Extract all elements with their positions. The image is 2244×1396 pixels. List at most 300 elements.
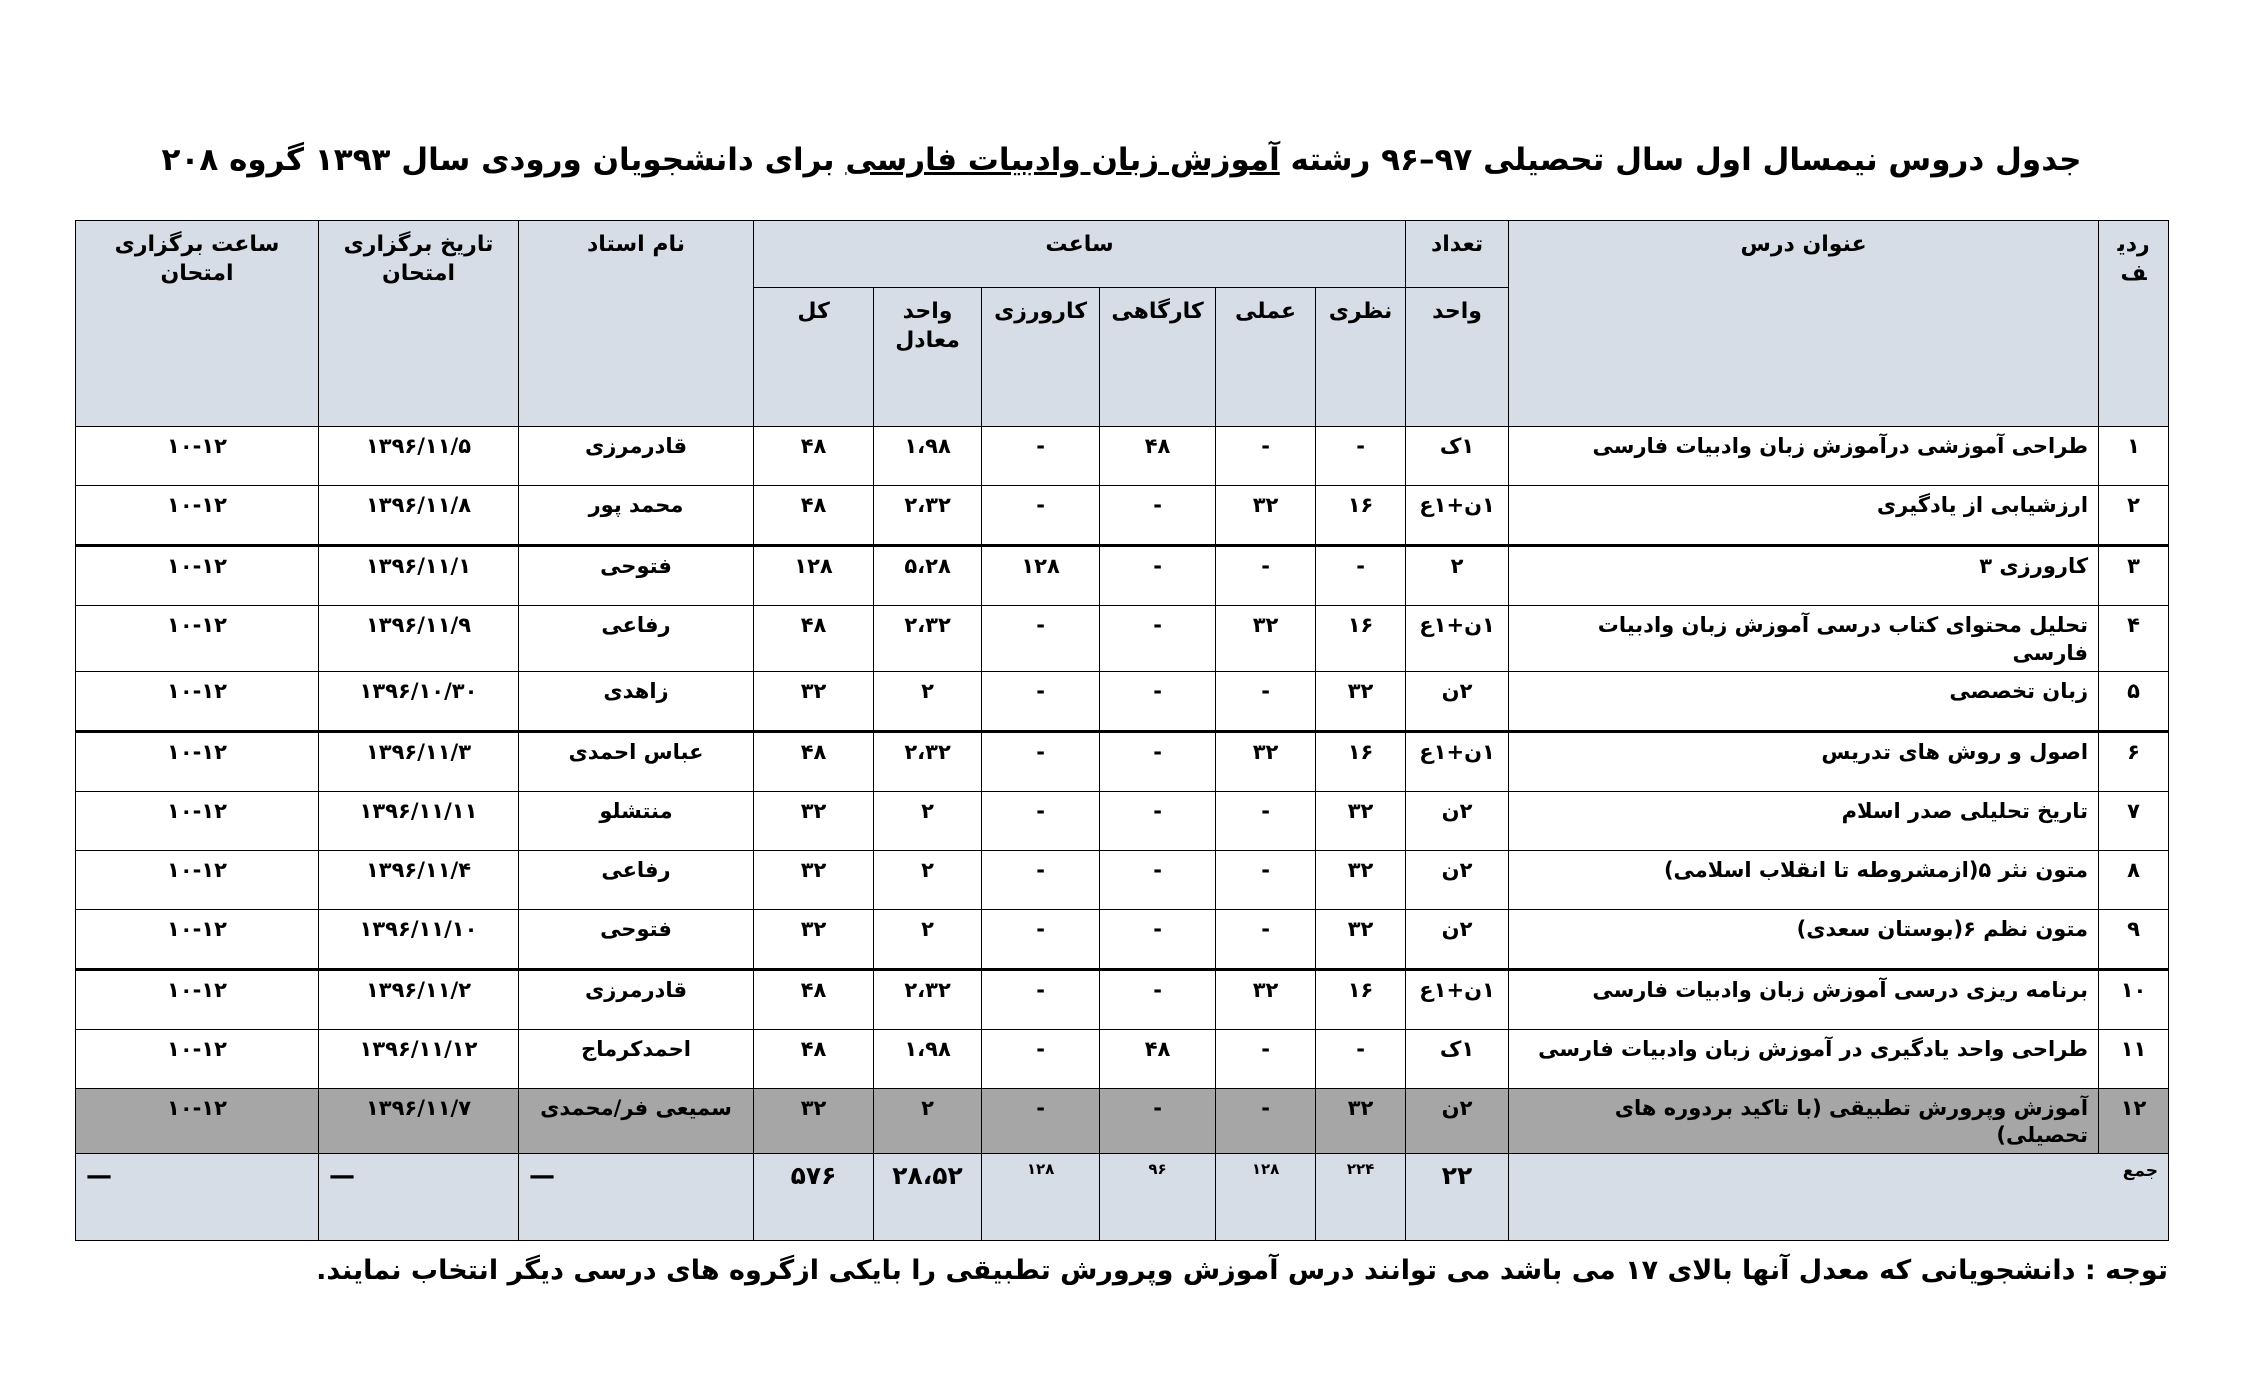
exam-date — [319, 671, 519, 731]
exam-time — [76, 546, 319, 606]
internship-hours-text: ۱۲۸ — [1021, 554, 1060, 579]
instructor — [519, 969, 754, 1029]
header-radif: ردیف — [2099, 221, 2169, 427]
exam-date — [319, 731, 519, 791]
internship-hours — [982, 731, 1100, 791]
internship-hours — [982, 606, 1100, 672]
exam-time-text: ۱۰-۱۲ — [167, 977, 227, 1002]
exam-time — [76, 791, 319, 850]
exam-time-text: ۱۰-۱۲ — [167, 613, 227, 638]
exam-time-text: ۱۰-۱۲ — [167, 434, 227, 459]
practical-hours-text: - — [1261, 554, 1270, 579]
workshop-hours-text: - — [1153, 554, 1162, 579]
theory-hours-text: ۳۲ — [1347, 857, 1374, 882]
row-number — [2099, 671, 2169, 731]
total-hours-text: ۳۲ — [800, 857, 827, 882]
exam-time-text: ۱۰-۱۲ — [167, 1036, 227, 1061]
unit-count-text: ۱ک — [1439, 434, 1475, 459]
instructor-text: قادرمرزی — [585, 434, 687, 459]
row-number — [2099, 606, 2169, 672]
equivalent-unit-text: ۲،۳۲ — [904, 493, 951, 518]
practical-hours — [1216, 791, 1316, 850]
internship-hours-text: - — [1036, 977, 1045, 1002]
total-hours — [754, 427, 874, 486]
exam-time — [76, 606, 319, 672]
instructor — [519, 791, 754, 850]
row-number — [2099, 791, 2169, 850]
workshop-hours — [1100, 606, 1216, 672]
course-title-text: متون نثر ۵(ازمشروطه تا انقلاب اسلامی) — [1663, 857, 2089, 882]
unit-count — [1406, 486, 1509, 546]
theory-hours-text: ۱۶ — [1347, 977, 1374, 1002]
total-hours — [754, 1088, 874, 1154]
total-exam-time: — — [76, 1154, 319, 1241]
row-number-text: ۱۱ — [2120, 1036, 2147, 1061]
row-number — [2099, 969, 2169, 1029]
equivalent-unit-text: ۲ — [921, 857, 934, 882]
exam-date — [319, 546, 519, 606]
row-number-text: ۱ — [2127, 434, 2140, 459]
unit-count-text: ۲ن — [1441, 857, 1473, 882]
internship-hours-text: - — [1036, 493, 1045, 518]
unit-count-text: ۱ک — [1439, 1036, 1475, 1061]
workshop-hours-text: - — [1153, 1095, 1162, 1120]
internship-hours-text: - — [1036, 1095, 1045, 1120]
exam-time — [76, 486, 319, 546]
row-number-text: ۱۰ — [2120, 977, 2147, 1002]
instructor-text: سمیعی فر/محمدی — [540, 1095, 732, 1120]
equivalent-unit-text: ۵،۲۸ — [904, 554, 951, 579]
total-hours — [754, 731, 874, 791]
exam-date — [319, 1029, 519, 1088]
table-row — [76, 486, 2169, 546]
footnote: توجه : دانشجویانی که معدل آنها بالای ۱۷ می باشد می توانند درس آموزش وپرورش تطبیقی را بایکی ازگروه های درسی دیگر انتخاب نمایند. — [316, 1255, 2168, 1287]
course-title — [1509, 791, 2099, 850]
total-hours-text: ۴۸ — [800, 977, 827, 1002]
unit-count-text: ۱ن+۱ع — [1419, 739, 1495, 764]
equivalent-unit-text: ۲ — [921, 798, 934, 823]
row-number — [2099, 909, 2169, 969]
table-row — [76, 909, 2169, 969]
exam-date-text: ۱۳۹۶/۱۰/۳۰ — [359, 678, 478, 703]
unit-count-text: ۱ن+۱ع — [1419, 493, 1495, 518]
practical-hours — [1216, 1029, 1316, 1088]
instructor — [519, 546, 754, 606]
exam-time — [76, 969, 319, 1029]
page-title — [75, 140, 2168, 180]
exam-date — [319, 606, 519, 672]
exam-date-text: ۱۳۹۶/۱۱/۵ — [365, 434, 472, 459]
theory-hours — [1316, 671, 1406, 731]
instructor — [519, 850, 754, 909]
unit-count — [1406, 791, 1509, 850]
exam-time — [76, 909, 319, 969]
exam-date-text: ۱۳۹۶/۱۱/۳ — [365, 739, 472, 764]
workshop-hours-text: - — [1153, 916, 1162, 941]
header-total-hours: کل — [754, 288, 874, 427]
total-theory: ۲۲۴ — [1316, 1154, 1406, 1241]
theory-hours — [1316, 791, 1406, 850]
theory-hours — [1316, 546, 1406, 606]
total-hours — [754, 969, 874, 1029]
equivalent-unit-text: ۲ — [921, 916, 934, 941]
total-hours-text: ۳۲ — [800, 798, 827, 823]
total-hours-text: ۳۲ — [800, 678, 827, 703]
theory-hours — [1316, 427, 1406, 486]
internship-hours-text: - — [1036, 1036, 1045, 1061]
instructor — [519, 606, 754, 672]
workshop-hours — [1100, 909, 1216, 969]
equivalent-unit — [874, 731, 982, 791]
instructor — [519, 731, 754, 791]
row-number-text: ۲ — [2127, 493, 2140, 518]
table-row — [76, 427, 2169, 486]
title-field-name: آموزش زبان وادبیات فارسی — [845, 142, 1280, 178]
equivalent-unit — [874, 909, 982, 969]
total-hours-text: ۴۸ — [800, 613, 827, 638]
total-hours-text: ۴۸ — [800, 739, 827, 764]
course-title-text: ارزشیابی از یادگیری — [1876, 493, 2089, 518]
equivalent-unit-text: ۲،۳۲ — [904, 977, 951, 1002]
practical-hours-text: - — [1261, 798, 1270, 823]
theory-hours-text: - — [1356, 1036, 1365, 1061]
exam-date — [319, 1088, 519, 1154]
course-title — [1509, 427, 2099, 486]
unit-count-text: ۲ — [1450, 554, 1464, 579]
header-count: تعداد — [1406, 221, 1509, 288]
row-number-text: ۸ — [2127, 857, 2140, 882]
table-row — [76, 969, 2169, 1029]
practical-hours — [1216, 486, 1316, 546]
workshop-hours-text: - — [1153, 739, 1162, 764]
internship-hours — [982, 791, 1100, 850]
practical-hours — [1216, 671, 1316, 731]
exam-date — [319, 486, 519, 546]
total-hours — [754, 1029, 874, 1088]
course-title — [1509, 486, 2099, 546]
row-number — [2099, 546, 2169, 606]
exam-date-text: ۱۳۹۶/۱۱/۲ — [365, 977, 472, 1002]
exam-date-text: ۱۳۹۶/۱۱/۴ — [365, 857, 472, 882]
total-hours — [754, 546, 874, 606]
instructor-text: فتوحی — [600, 554, 672, 579]
workshop-hours — [1100, 1029, 1216, 1088]
course-title-text: آموزش وپرورش تطبیقی (با تاکید بردوره های تحصیلی) — [1614, 1095, 2089, 1148]
internship-hours-text: - — [1036, 798, 1045, 823]
header-practical: عملی — [1216, 288, 1316, 427]
total-equivalent-unit: ۲۸،۵۲ — [874, 1154, 982, 1241]
exam-date-text: ۱۳۹۶/۱۱/۱۱ — [359, 798, 478, 823]
unit-count — [1406, 909, 1509, 969]
unit-count — [1406, 1029, 1509, 1088]
equivalent-unit — [874, 850, 982, 909]
internship-hours — [982, 1088, 1100, 1154]
exam-date — [319, 427, 519, 486]
practical-hours — [1216, 427, 1316, 486]
theory-hours-text: ۱۶ — [1347, 613, 1374, 638]
course-title — [1509, 671, 2099, 731]
total-exam-date: — — [319, 1154, 519, 1241]
internship-hours-text: - — [1036, 916, 1045, 941]
total-hours — [754, 606, 874, 672]
theory-hours — [1316, 606, 1406, 672]
equivalent-unit-text: ۲ — [921, 1095, 934, 1120]
exam-time-text: ۱۰-۱۲ — [167, 798, 227, 823]
table-row — [76, 606, 2169, 672]
exam-time-text: ۱۰-۱۲ — [167, 857, 227, 882]
unit-count — [1406, 546, 1509, 606]
table-row — [76, 1029, 2169, 1088]
exam-date-text: ۱۳۹۶/۱۱/۱۲ — [359, 1036, 478, 1061]
instructor — [519, 427, 754, 486]
unit-count — [1406, 850, 1509, 909]
title-part: برای دانشجویان ورودی سال ۱۳۹۳ گروه ۲۰۸ — [161, 142, 846, 178]
theory-hours — [1316, 1029, 1406, 1088]
internship-hours — [982, 486, 1100, 546]
row-number-text: ۶ — [2127, 739, 2140, 764]
practical-hours — [1216, 850, 1316, 909]
workshop-hours — [1100, 427, 1216, 486]
row-number — [2099, 486, 2169, 546]
workshop-hours-text: - — [1153, 857, 1162, 882]
total-hours-text: ۳۲ — [800, 916, 827, 941]
header-exam-time: ساعت برگزاری امتحان — [76, 221, 319, 427]
course-title — [1509, 546, 2099, 606]
unit-count-text: ۱ن+۱ع — [1419, 977, 1495, 1002]
instructor — [519, 486, 754, 546]
workshop-hours — [1100, 671, 1216, 731]
theory-hours — [1316, 731, 1406, 791]
instructor — [519, 1088, 754, 1154]
exam-date-text: ۱۳۹۶/۱۱/۹ — [365, 613, 472, 638]
exam-date-text: ۱۳۹۶/۱۱/۸ — [365, 493, 472, 518]
theory-hours — [1316, 1088, 1406, 1154]
practical-hours — [1216, 731, 1316, 791]
course-title — [1509, 731, 2099, 791]
exam-date — [319, 969, 519, 1029]
workshop-hours-text: - — [1153, 798, 1162, 823]
header-equivalent-unit: واحد معادل — [874, 288, 982, 427]
equivalent-unit — [874, 1088, 982, 1154]
header-internship: کارورزی — [982, 288, 1100, 427]
total-practical: ۱۲۸ — [1216, 1154, 1316, 1241]
equivalent-unit — [874, 671, 982, 731]
course-title-text: تاریخ تحلیلی صدر اسلام — [1841, 798, 2089, 823]
theory-hours — [1316, 486, 1406, 546]
total-hours — [754, 791, 874, 850]
instructor-text: منتشلو — [599, 798, 673, 823]
exam-time — [76, 1088, 319, 1154]
course-title — [1509, 1088, 2099, 1154]
workshop-hours — [1100, 969, 1216, 1029]
exam-date — [319, 791, 519, 850]
total-hours — [754, 909, 874, 969]
practical-hours-text: ۳۲ — [1252, 493, 1279, 518]
internship-hours — [982, 427, 1100, 486]
theory-hours — [1316, 850, 1406, 909]
total-hours-text: ۴۸ — [800, 1036, 827, 1061]
course-table — [75, 220, 2169, 1241]
equivalent-unit-text: ۱،۹۸ — [904, 1036, 951, 1061]
instructor-text: رفاعی — [601, 857, 671, 882]
theory-hours-text: ۳۲ — [1347, 798, 1374, 823]
unit-count — [1406, 969, 1509, 1029]
practical-hours-text: - — [1261, 1095, 1270, 1120]
instructor-text: محمد پور — [588, 493, 684, 518]
course-title — [1509, 1029, 2099, 1088]
exam-time — [76, 427, 319, 486]
course-title-text: طراحی واحد یادگیری در آموزش زبان وادبیات فارسی — [1538, 1036, 2089, 1061]
theory-hours — [1316, 969, 1406, 1029]
practical-hours — [1216, 606, 1316, 672]
internship-hours-text: - — [1036, 857, 1045, 882]
exam-date-text: ۱۳۹۶/۱۱/۱۰ — [359, 916, 478, 941]
total-units: ۲۲ — [1406, 1154, 1509, 1241]
course-title-text: متون نظم ۶(بوستان سعدی) — [1796, 916, 2089, 941]
total-row — [76, 1154, 2169, 1241]
internship-hours-text: - — [1036, 739, 1045, 764]
unit-count — [1406, 1088, 1509, 1154]
instructor — [519, 909, 754, 969]
course-title — [1509, 606, 2099, 672]
course-title — [1509, 969, 2099, 1029]
course-title-text: زبان تخصصی — [1949, 678, 2089, 703]
course-title-text: اصول و روش های تدریس — [1821, 739, 2089, 764]
exam-time — [76, 850, 319, 909]
unit-count-text: ۲ن — [1441, 1095, 1473, 1120]
equivalent-unit — [874, 606, 982, 672]
header-instructor: نام استاد — [519, 221, 754, 427]
total-label: جمع — [1509, 1154, 2169, 1241]
theory-hours-text: ۳۲ — [1347, 1095, 1374, 1120]
equivalent-unit-text: ۲ — [921, 678, 934, 703]
exam-date-text: ۱۳۹۶/۱۱/۱ — [365, 554, 472, 579]
instructor-text: احمدکرماج — [581, 1036, 691, 1061]
instructor-text: قادرمرزی — [585, 977, 687, 1002]
row-number-text: ۷ — [2127, 798, 2140, 823]
unit-count-text: ۲ن — [1441, 798, 1473, 823]
table-row — [76, 791, 2169, 850]
internship-hours — [982, 1029, 1100, 1088]
course-title-text: کارورزی ۳ — [1979, 554, 2089, 579]
practical-hours — [1216, 969, 1316, 1029]
unit-count — [1406, 671, 1509, 731]
course-title — [1509, 850, 2099, 909]
row-number — [2099, 850, 2169, 909]
equivalent-unit-text: ۲،۳۲ — [904, 613, 951, 638]
header-unit: واحد — [1406, 288, 1509, 427]
practical-hours — [1216, 909, 1316, 969]
workshop-hours — [1100, 546, 1216, 606]
exam-time-text: ۱۰-۱۲ — [167, 1095, 227, 1120]
internship-hours — [982, 909, 1100, 969]
total-hours-text: ۴۸ — [800, 493, 827, 518]
table-row — [76, 1088, 2169, 1154]
practical-hours-text: - — [1261, 857, 1270, 882]
exam-date — [319, 909, 519, 969]
total-hours: ۵۷۶ — [754, 1154, 874, 1241]
practical-hours-text: ۳۲ — [1252, 977, 1279, 1002]
internship-hours-text: - — [1036, 613, 1045, 638]
practical-hours-text: - — [1261, 678, 1270, 703]
course-title — [1509, 909, 2099, 969]
equivalent-unit-text: ۱،۹۸ — [904, 434, 951, 459]
table-row — [76, 731, 2169, 791]
row-number — [2099, 1029, 2169, 1088]
workshop-hours-text: - — [1153, 613, 1162, 638]
unit-count — [1406, 427, 1509, 486]
internship-hours — [982, 671, 1100, 731]
workshop-hours-text: - — [1153, 977, 1162, 1002]
row-number-text: ۳ — [2127, 554, 2140, 579]
total-hours — [754, 671, 874, 731]
internship-hours — [982, 969, 1100, 1029]
row-number-text: ۵ — [2127, 678, 2140, 703]
table-row — [76, 546, 2169, 606]
practical-hours-text: ۳۲ — [1252, 739, 1279, 764]
exam-time-text: ۱۰-۱۲ — [167, 554, 227, 579]
course-title-text: طراحی آموزشی درآموزش زبان وادبیات فارسی — [1592, 434, 2089, 459]
practical-hours — [1216, 546, 1316, 606]
row-number — [2099, 731, 2169, 791]
workshop-hours — [1100, 731, 1216, 791]
header-workshop: کارگاهی — [1100, 288, 1216, 427]
theory-hours-text: ۳۲ — [1347, 916, 1374, 941]
theory-hours-text: - — [1356, 434, 1365, 459]
header-title: عنوان درس — [1509, 221, 2099, 427]
document — [75, 0, 2168, 1290]
equivalent-unit — [874, 486, 982, 546]
header-hours: ساعت — [754, 221, 1406, 288]
internship-hours-text: - — [1036, 678, 1045, 703]
row-number — [2099, 427, 2169, 486]
exam-time-text: ۱۰-۱۲ — [167, 739, 227, 764]
unit-count — [1406, 731, 1509, 791]
workshop-hours — [1100, 850, 1216, 909]
table-row — [76, 850, 2169, 909]
header-theory: نظری — [1316, 288, 1406, 427]
workshop-hours — [1100, 791, 1216, 850]
theory-hours-text: ۱۶ — [1347, 739, 1374, 764]
row-number-text: ۱۲ — [2120, 1095, 2147, 1120]
practical-hours-text: - — [1261, 916, 1270, 941]
workshop-hours-text: ۴۸ — [1144, 1036, 1171, 1061]
total-hours-text: ۱۲۸ — [794, 554, 833, 579]
total-hours-text: ۴۸ — [800, 434, 827, 459]
exam-date — [319, 850, 519, 909]
total-internship: ۱۲۸ — [982, 1154, 1100, 1241]
unit-count-text: ۱ن+۱ع — [1419, 613, 1495, 638]
equivalent-unit — [874, 546, 982, 606]
equivalent-unit — [874, 427, 982, 486]
total-hours — [754, 850, 874, 909]
unit-count-text: ۲ن — [1441, 916, 1473, 941]
total-instructor: — — [519, 1154, 754, 1241]
total-hours-text: ۳۲ — [800, 1095, 827, 1120]
practical-hours-text: - — [1261, 434, 1270, 459]
practical-hours — [1216, 1088, 1316, 1154]
theory-hours-text: ۱۶ — [1347, 493, 1374, 518]
exam-time-text: ۱۰-۱۲ — [167, 678, 227, 703]
unit-count — [1406, 606, 1509, 672]
internship-hours-text: - — [1036, 434, 1045, 459]
course-title-text: تحلیل محتوای کتاب درسی آموزش زبان وادبیات فارسی — [1597, 613, 2089, 665]
instructor-text: زاهدی — [603, 678, 669, 703]
row-number-text: ۹ — [2127, 916, 2140, 941]
practical-hours-text: ۳۲ — [1252, 613, 1279, 638]
total-workshop: ۹۶ — [1100, 1154, 1216, 1241]
exam-time — [76, 1029, 319, 1088]
